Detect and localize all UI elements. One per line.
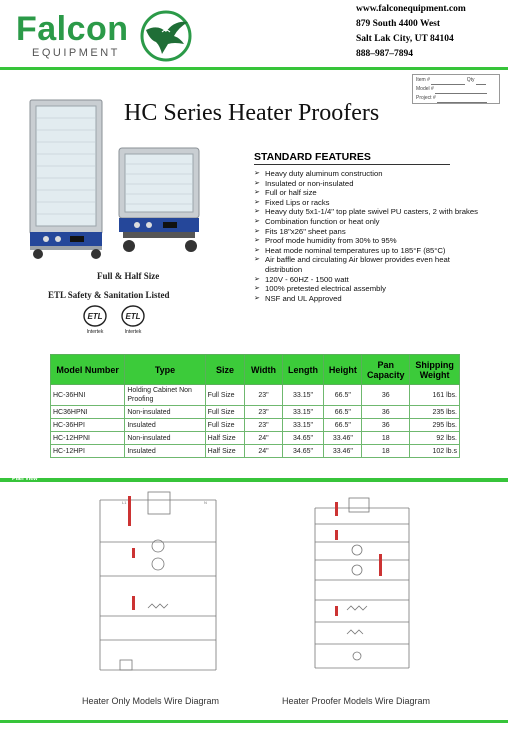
- feature-item: ➢ Proof mode humidity from 30% to 95%: [254, 236, 482, 246]
- qty-field[interactable]: [476, 78, 486, 85]
- proofer-diagram-caption: Heater Proofer Models Wire Diagram: [282, 696, 431, 706]
- cell-size: Full Size: [205, 385, 245, 406]
- qty-label: Qty: [466, 77, 475, 83]
- cell-size: Full Size: [205, 406, 245, 419]
- cell-pan-capacity: 36: [362, 385, 410, 406]
- svg-text:N: N: [204, 500, 207, 505]
- etl-listed-icon: [80, 304, 110, 336]
- cell-height: 66.5": [324, 406, 362, 419]
- certification-caption: ETL Safety & Sanitation Listed: [48, 290, 170, 300]
- cell-type: Non-insulated: [125, 432, 205, 445]
- cell-size: Half Size: [205, 432, 245, 445]
- feature-item: ➢ Heavy duty aluminum construction: [254, 169, 482, 179]
- features-underline: [254, 164, 450, 165]
- eagle-icon: [140, 10, 192, 62]
- heater-diagram-caption: Heater Only Models Wire Diagram: [82, 696, 220, 706]
- col-pan-capacity: Pan Capacity: [362, 355, 410, 385]
- feature-item: ➢ 100% pretested electrical assembly: [254, 284, 482, 294]
- cell-height: 33.46": [324, 445, 362, 458]
- brand-name: Falcon: [16, 10, 129, 48]
- plan-view-bar: [0, 478, 508, 482]
- contact-info: [356, 2, 466, 62]
- cell-length: 34.65": [282, 445, 324, 458]
- model-label: Model #: [416, 86, 434, 92]
- feature-item: ➢ Combination function or heat only: [254, 217, 482, 227]
- col-height: Height: [324, 355, 362, 385]
- table-header-row: [51, 355, 460, 385]
- feature-item: ➢ Insulated or non-insulated: [254, 179, 482, 189]
- proofer-wire-diagram: [305, 494, 417, 674]
- cell-type: Insulated: [125, 419, 205, 432]
- feature-item: ➢ Full or half size: [254, 188, 482, 198]
- cell-width: 23": [245, 419, 282, 432]
- cell-width: 23": [245, 385, 282, 406]
- project-label: Project #: [416, 95, 436, 101]
- features-heading: STANDARD FEATURES: [254, 151, 371, 163]
- table-row: [51, 432, 460, 445]
- cell-model: HC-36HPI: [51, 419, 125, 432]
- col-type: Type: [125, 355, 205, 385]
- item-box: [412, 74, 500, 104]
- item-label: Item #: [416, 77, 430, 83]
- col-length: Length: [282, 355, 324, 385]
- feature-item: ➢ Heavy duty 5x1-1/4" top plate swivel PU casters, 2 with brakes: [254, 207, 482, 217]
- page-title: HC Series Heater Proofers: [124, 100, 380, 126]
- cell-pan-capacity: 18: [362, 445, 410, 458]
- features-list: [254, 169, 482, 303]
- cell-height: 33.46": [324, 432, 362, 445]
- col-width: Width: [245, 355, 282, 385]
- cell-type: Holding Cabinet Non Proofing: [125, 385, 205, 406]
- svg-text:L1: L1: [122, 500, 127, 505]
- cell-width: 24": [245, 432, 282, 445]
- cell-weight: 102 lb.s: [410, 445, 460, 458]
- size-caption: Full & Half Size: [97, 271, 160, 281]
- full-size-cabinet-image: [24, 98, 110, 260]
- footer-divider: [0, 720, 508, 723]
- feature-item: ➢ NSF and UL Approved: [254, 294, 482, 304]
- model-field[interactable]: [435, 87, 487, 94]
- table-row: [51, 419, 460, 432]
- cell-weight: 235 lbs.: [410, 406, 460, 419]
- etl-mark-text: ETL: [125, 312, 141, 321]
- cell-height: 66.5": [324, 419, 362, 432]
- cell-width: 23": [245, 406, 282, 419]
- website-link[interactable]: www.falconequipment.com: [356, 4, 466, 14]
- feature-item: ➢ Fits 18"x26" sheet pans: [254, 227, 482, 237]
- table-row: [51, 385, 460, 406]
- cell-length: 33.15": [282, 385, 324, 406]
- cell-model: HC-36HNI: [51, 385, 125, 406]
- etl-sanitation-icon: [118, 304, 148, 336]
- project-field[interactable]: [437, 96, 487, 103]
- feature-item: ➢ Fixed Lips or racks: [254, 198, 482, 208]
- cell-height: 66.5": [324, 385, 362, 406]
- item-field[interactable]: [431, 78, 465, 85]
- falcon-logo: [12, 8, 192, 58]
- cell-size: Full Size: [205, 419, 245, 432]
- table-row: [51, 445, 460, 458]
- cell-type: Insulated: [125, 445, 205, 458]
- col-shipping-weight: Shipping Weight: [410, 355, 460, 385]
- half-size-cabinet-image: [115, 146, 203, 254]
- col-model-number: Model Number: [51, 355, 125, 385]
- spec-table: [50, 354, 460, 458]
- cell-size: Half Size: [205, 445, 245, 458]
- address-line-1: 879 South 4400 West: [356, 19, 441, 29]
- phone-number: 888–987–7894: [356, 49, 413, 59]
- cell-width: 24": [245, 445, 282, 458]
- cell-model: HC-12HPI: [51, 445, 125, 458]
- cell-length: 33.15": [282, 406, 324, 419]
- cell-pan-capacity: 18: [362, 432, 410, 445]
- etl-mark-text: ETL: [87, 312, 103, 321]
- cell-weight: 161 lbs.: [410, 385, 460, 406]
- header-divider: [0, 67, 508, 70]
- col-size: Size: [205, 355, 245, 385]
- cell-pan-capacity: 36: [362, 419, 410, 432]
- feature-item: ➢ Heat mode nominal temperatures up to 185°F (85°C): [254, 246, 482, 256]
- cell-length: 34.65": [282, 432, 324, 445]
- cell-length: 33.15": [282, 419, 324, 432]
- feature-item: ➢ 120V - 60HZ - 1500 watt: [254, 275, 482, 285]
- etl-mark-sub: Intertek: [124, 329, 142, 335]
- cell-pan-capacity: 36: [362, 406, 410, 419]
- etl-mark-sub: Intertek: [86, 329, 104, 335]
- table-row: [51, 406, 460, 419]
- cell-model: HC36HPNI: [51, 406, 125, 419]
- cell-weight: 92 lbs.: [410, 432, 460, 445]
- feature-item: ➢ Air baffle and circulating Air blower provides even heat distribution: [254, 255, 482, 274]
- plan-view-label: Plan View: [12, 476, 38, 482]
- address-line-2: Salt Lak City, UT 84104: [356, 34, 454, 44]
- cell-weight: 295 lbs.: [410, 419, 460, 432]
- cell-type: Non-insulated: [125, 406, 205, 419]
- brand-tagline: EQUIPMENT: [32, 47, 120, 59]
- cell-model: HC-12HPNI: [51, 432, 125, 445]
- heater-wire-diagram: [92, 490, 224, 678]
